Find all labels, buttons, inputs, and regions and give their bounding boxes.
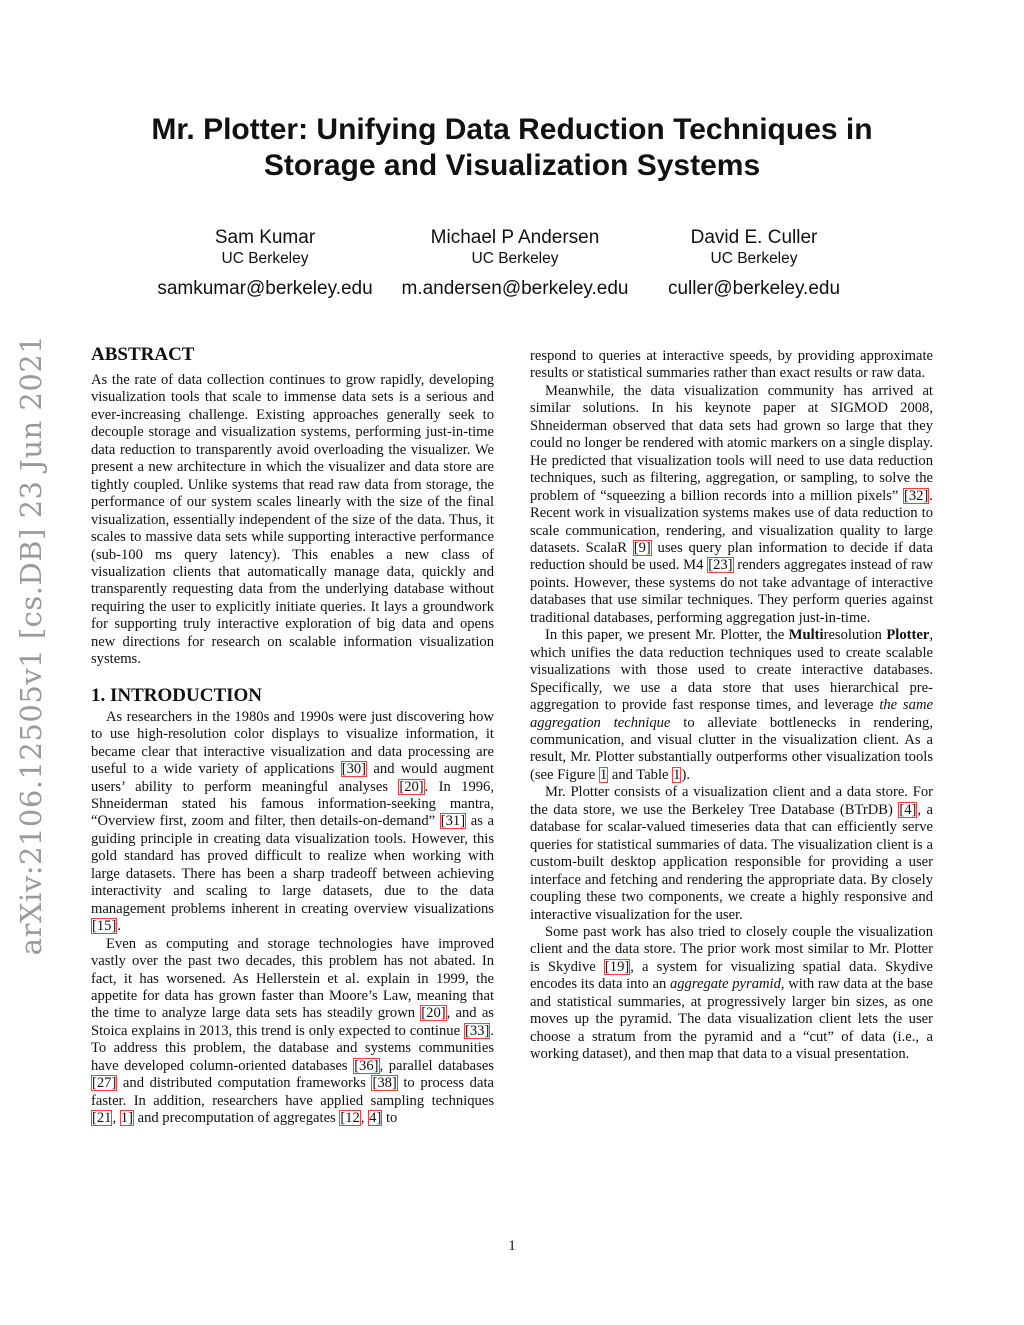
citation-link[interactable]: [23] — [708, 557, 733, 574]
citation-link[interactable]: [20] — [421, 1005, 446, 1022]
author-name: David E. Culler — [690, 227, 818, 248]
author-affiliation: UC Berkeley — [710, 250, 798, 267]
author-block-3 — [634, 226, 874, 301]
intro-paragraph: Even as computing and storage technologies have improved vastly over the past two decades, this problem has not abated. In fact, it has worsened. As Hellerstein et al. explain in 1999, the appetite for data has grown faster than Moore’s Law, meaning that the time to analyze large data sets has steadily grown [20], and as Stoica explains in 2013, this trend is only expected to continue [33]. To address this problem, the database and systems communities have developed column-oriented databases [36], parallel databases [27] and distributed computation frameworks [38] to process data faster. In addition, researchers have applied sampling techniques [21, 1] and precomputation of aggregates [12, 4] to — [91, 935, 494, 1127]
citation-link[interactable]: [19] — [604, 958, 630, 975]
page-number: 1 — [508, 1238, 516, 1254]
author-block-1 — [145, 226, 385, 301]
citation-link[interactable]: [30] — [341, 761, 367, 778]
citation-link[interactable]: [15] — [92, 918, 117, 935]
table-link[interactable]: 1 — [673, 766, 681, 783]
intro-paragraph: As researchers in the 1980s and 1990s were just discovering how to use high-resolution color displays to visualize information, it became clear that interactive visualization and data processing are useful to a wide variety of applications [30] and would augment users’ ability to perform meaningful analyses [20]. In 1996, Shneiderman stated his famous information-seeking mantra, “Overview first, zoom and filter, then details-on-demand” [31] as a guiding principle in creating data visualization tools. However, this gold standard has proved difficult to realize when working with large datasets. There has been a sharp tradeoff between achieving interactivity and scaling to large datasets, due to the data management problems inherent in creating overview visualizations [15]. — [91, 708, 495, 935]
citation-link[interactable]: [20] — [399, 778, 424, 795]
citation-link[interactable]: [36] — [354, 1057, 379, 1074]
right-column — [530, 348, 933, 1064]
citation-link[interactable]: 1] — [120, 1110, 133, 1127]
citation-link[interactable]: [12 — [340, 1110, 360, 1127]
citation-link[interactable]: [33] — [465, 1022, 490, 1039]
intro-paragraph: Meanwhile, the data visualization community has arrived at similar solutions. In his keynote paper at SIGMOD 2008, Shneiderman observed that data sets had grown so large that they could no longer be rendered with atomic markers on a single display. He predicted that visualization tools will need to use data reduction techniques, such as filtering, aggregation, or sampling, to solve the problem of “squeezing a billion records into a million pixels” [32]. Recent work in visualization systems makes use of data reduction to scale communication, rendering, and visualization quality to large datasets. ScalaR [9] uses query plan information to decide if data reduction should be used. M4 [23] renders aggregates instead of raw points. However, these systems do not take advantage of interactive databases that use similar techniques. They perform queries against traditional databases, performing aggregation just-in-time. — [530, 382, 933, 626]
author-affiliation: UC Berkeley — [471, 250, 559, 267]
author-name: Sam Kumar — [214, 227, 316, 248]
intro-paragraph: Some past work has also tried to closely couple the visualization client and the data store. The prior work most similar to Mr. Plotter is Skydive [19], a system for visualizing spatial data. Skydive encodes its data into an aggregate pyramid, with raw data at the base and statistical summaries, at progressively larger bin sizes, as one moves up the pyramid. The data visualization client lets the user choose a stratum from the pyramid and a “cut” of data (i.e., a working dataset), and then map that data to a visual presentation. — [530, 923, 933, 1063]
citation-link[interactable]: [32] — [904, 487, 929, 504]
left-column — [91, 344, 494, 1128]
citation-link[interactable]: [38] — [372, 1075, 397, 1092]
title-line-1: Mr. Plotter: Unifying Data Reduction Techniques in — [151, 113, 873, 146]
author-email[interactable]: samkumar@berkeley.edu — [157, 278, 373, 299]
citation-link[interactable]: [31] — [440, 813, 466, 830]
intro-paragraph: Mr. Plotter consists of a visualization client and a data store. For the data store, we use the Berkeley Tree Database (BTrDB) [4], a database for scalar-valued timeseries data that can efficiently serve queries for statistical summaries of data. The visualization client is a custom-built desktop application responsible for providing a user interface and fetching and rendering the appropriate data. By closely coupling these two components, we create a highly responsive and interactive visualization for the user. — [530, 784, 933, 923]
abstract-heading: ABSTRACT — [91, 344, 195, 365]
paper-title — [0, 112, 1024, 184]
intro-paragraph: In this paper, we present Mr. Plotter, the Multiresolution Plotter, which unifies the data reduction techniques used to create scalable visualizations with those used to create interactive databases. Specifically, we use a data store that uses hierarchical pre-aggregation to provide fast response times, and leverage the same aggregation technique to alleviate bottlenecks in rendering, communication, and visual clutter in the visualization client. As a result, Mr. Plotter substantially outperforms other visualization tools (see Figure 1 and Table 1). — [530, 627, 933, 783]
figure-link[interactable]: 1 — [599, 766, 608, 783]
intro-paragraph: respond to queries at interactive speeds, by providing approximate results or statistical summaries rather than exact results or raw data. — [530, 348, 933, 382]
author-email[interactable]: culler@berkeley.edu — [667, 278, 841, 299]
abstract-text: As the rate of data collection continues to grow rapidly, developing visualization tools that scale to immense data sets is a serious and ever-increasing challenge. Existing approaches generally seek to decouple storage and visualization systems, performing just-in-time data reduction to transparently avoid overloading the visualizer. We present a new architecture in which the visualizer and data store are tightly coupled. Unlike systems that read raw data from storage, the performance of our system scales linearly with the size of the final visualization, essentially independent of the size of the data. Thus, it scales to massive data sets while supporting interactive performance (sub-100 ms query latency). This enables a new class of visualization clients that automatically manage data, quickly and transparently requesting data from the underlying database without requiring the user to explicitly initiate queries. It lays a groundwork for supporting truly interactive exploration of big data and opens new directions for research on scalable information visualization systems. — [91, 372, 494, 668]
author-email[interactable]: m.andersen@berkeley.edu — [401, 278, 629, 299]
citation-link[interactable]: [9] — [633, 539, 651, 556]
author-block-2 — [395, 226, 635, 301]
citation-link[interactable]: 4] — [369, 1110, 382, 1127]
introduction-heading: 1. INTRODUCTION — [91, 684, 263, 706]
citation-link[interactable]: [21 — [92, 1110, 112, 1127]
author-affiliation: UC Berkeley — [221, 250, 309, 267]
citation-link[interactable]: [27] — [92, 1075, 117, 1092]
arxiv-identifier: arXiv:2106.12505v1 [cs.DB] 23 Jun 2021 — [14, 334, 48, 956]
author-name: Michael P Andersen — [430, 227, 600, 248]
citation-link[interactable]: [4] — [899, 801, 917, 818]
title-line-2: Storage and Visualization Systems — [263, 149, 761, 182]
